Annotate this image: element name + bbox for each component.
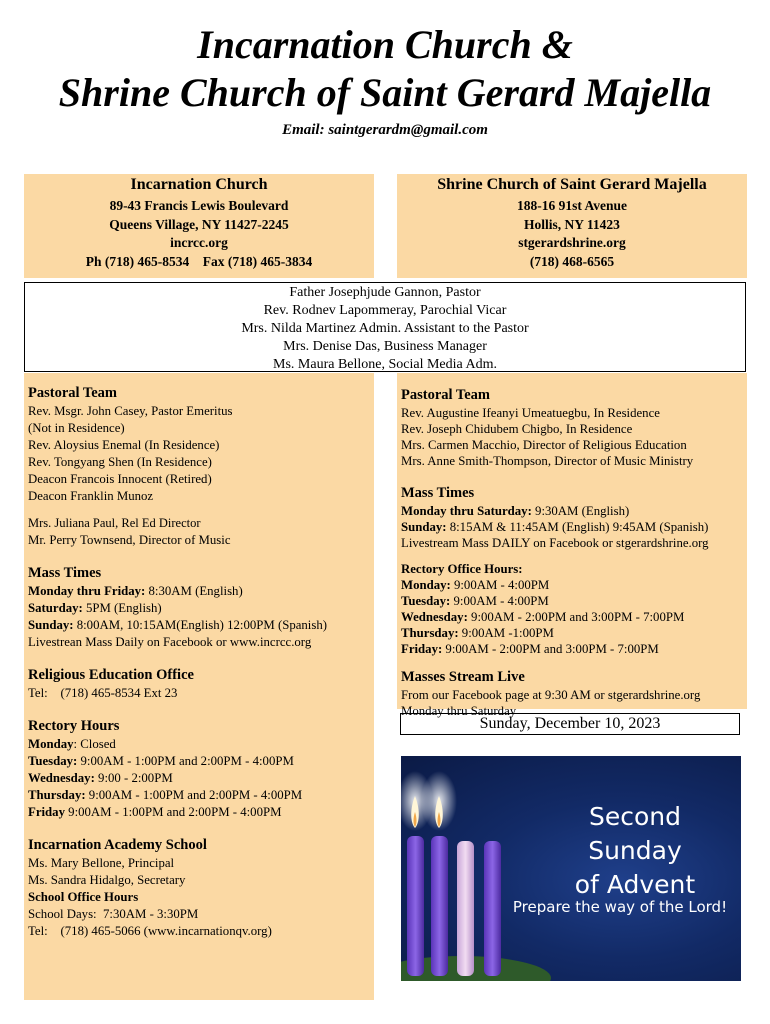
shrine-address1: 188-16 91st Avenue (517, 198, 627, 213)
shrine-website[interactable]: stgerardshrine.org (518, 235, 626, 250)
pastoral-item: Mrs. Carmen Macchio, Director of Religious Education (401, 438, 687, 452)
incarnation-address2: Queens Village, NY 11427-2245 (109, 216, 289, 232)
right-rectory-heading: Rectory Office Hours: (401, 562, 523, 576)
rectory-row (28, 753, 370, 770)
shrine-column (397, 373, 747, 718)
left-rectory-heading: Rectory Hours (28, 718, 120, 734)
academy-item: Ms. Sandra Hidalgo, Secretary (28, 873, 186, 887)
rectory-row (28, 804, 370, 821)
mass-text: 5PM (English) (82, 601, 162, 615)
rectory-hours: 9:00AM - 2:00PM and 3:00PM - 7:00PM (467, 610, 685, 624)
rectory-row (28, 787, 370, 804)
date-box: Sunday, December 10, 2023 (400, 713, 740, 735)
incarnation-website[interactable]: incrcc.org (170, 235, 228, 250)
left-pastoral-heading: Pastoral Team (28, 385, 118, 401)
left-mass-heading: Mass Times (28, 565, 102, 581)
rectory-hours: 9:00AM - 4:00PM (450, 594, 549, 608)
incarnation-name: Incarnation Church (130, 176, 268, 193)
mass-text: Livestream Mass DAILY on Facebook or stgerardshrine.org (401, 536, 709, 550)
mass-text: 8:15AM & 11:45AM (English) 9:45AM (Spanish) (446, 520, 709, 534)
incarnation-address1: 89-43 Francis Lewis Boulevard (109, 198, 289, 213)
pastoral-item: (Not in Residence) (28, 421, 125, 435)
rectory-row (28, 770, 370, 787)
mass-row (401, 535, 743, 551)
stream-item: From our Facebook page at 9:30 AM or stgerardshrine.org (401, 688, 701, 702)
rose-candle (457, 841, 474, 976)
pastoral-item: Mrs. Anne Smith-Thompson, Director of Music Ministry (401, 454, 694, 468)
incarnation-info-box (24, 174, 374, 278)
rectory-row (401, 609, 743, 625)
right-mass-heading: Mass Times (401, 485, 475, 501)
mass-row (401, 519, 743, 535)
rectory-day: Monday: (401, 578, 451, 592)
page-title-line2: Shrine Church of Saint Gerard Majella (58, 70, 712, 115)
rectory-row (401, 641, 743, 657)
rectory-day: Friday (28, 805, 65, 819)
staff-line: Father Josephjude Gannon, Pastor (289, 285, 481, 300)
shrine-info-box (397, 174, 747, 278)
rectory-hours: 9:00AM - 2:00PM and 3:00PM - 7:00PM (442, 642, 659, 656)
mass-label: Saturday: (28, 601, 83, 615)
rectory-day: Tuesday: (401, 594, 451, 608)
rectory-hours: 9:00AM - 1:00PM and 2:00PM - 4:00PM (77, 754, 294, 768)
mass-row (401, 503, 743, 519)
pastoral-item: Rev. Augustine Ifeanyi Umeatuegbu, In Residence (401, 406, 660, 420)
rectory-row (401, 593, 743, 609)
school-hours-heading: School Office Hours (28, 890, 139, 904)
rectory-hours: 9:00AM -1:00PM (458, 626, 554, 640)
rectory-day: Thursday: (401, 626, 459, 640)
purple-candle (484, 841, 501, 976)
pastoral-item: Rev. Msgr. John Casey, Pastor Emeritus (28, 404, 233, 418)
stream-heading: Masses Stream Live (401, 669, 525, 685)
mass-row (28, 583, 370, 600)
pastoral-item: Deacon Franklin Munoz (28, 489, 154, 503)
religious-education-tel: Tel: (718) 465-8534 Ext 23 (28, 686, 178, 700)
purple-candle (431, 836, 448, 976)
religious-education-heading: Religious Education Office (28, 667, 194, 683)
incarnation-column (24, 373, 374, 1000)
mass-label: Sunday: (401, 520, 447, 534)
rectory-day: Monday (28, 737, 74, 751)
mass-row (28, 634, 370, 651)
staff-line: Rev. Rodnev Lapommeray, Parochial Vicar (263, 303, 507, 318)
rectory-hours: 9:00 - 2:00PM (94, 771, 173, 785)
advent-title-line1: Second Sunday (588, 802, 682, 865)
school-days: School Days: 7:30AM - 3:30PM (28, 907, 199, 921)
pastoral-item: Rev. Tongyang Shen (In Residence) (28, 455, 212, 469)
shrine-name: Shrine Church of Saint Gerard Majella (437, 176, 707, 193)
stream-item: Monday thru Saturday (401, 704, 517, 718)
incarnation-phone-fax: Ph (718) 465-8534 Fax (718) 465-3834 (85, 253, 313, 269)
rectory-day: Thursday: (28, 788, 86, 802)
mass-label: Monday thru Friday: (28, 584, 146, 598)
rectory-hours: 9:00AM - 1:00PM and 2:00PM - 4:00PM (85, 788, 303, 802)
rectory-hours: 9:00AM - 1:00PM and 2:00PM - 4:00PM (64, 805, 282, 819)
page-title-line1: Incarnation Church & (197, 22, 573, 67)
staff-line: Ms. Maura Bellone, Social Media Adm. (273, 357, 497, 372)
mass-text: 8:30AM (English) (145, 584, 243, 598)
rectory-row (28, 736, 370, 753)
right-pastoral-heading: Pastoral Team (401, 387, 491, 403)
rectory-day: Tuesday: (28, 754, 78, 768)
rectory-hours: : Closed (73, 737, 116, 751)
advent-title (540, 800, 730, 902)
mass-text: 9:30AM (English) (531, 504, 630, 518)
pastoral-item: Mrs. Juliana Paul, Rel Ed Director (28, 516, 201, 530)
mass-row (28, 600, 370, 617)
academy-item: Ms. Mary Bellone, Principal (28, 856, 175, 870)
rectory-day: Wednesday: (28, 771, 95, 785)
shrine-phone: (718) 468-6565 (529, 253, 615, 269)
staff-line: Mrs. Nilda Martinez Admin. Assistant to the Pastor (241, 321, 529, 336)
pastoral-item: Deacon Francois Innocent (Retired) (28, 472, 212, 486)
mass-label: Monday thru Saturday: (401, 504, 532, 518)
purple-candle (407, 836, 424, 976)
mass-row (28, 617, 370, 634)
shrine-address2: Hollis, NY 11423 (524, 216, 620, 232)
rectory-row (401, 625, 743, 641)
staff-box (24, 282, 746, 372)
rectory-hours: 9:00AM - 4:00PM (450, 578, 550, 592)
advent-subtitle: Prepare the way of the Lord! (512, 898, 728, 916)
pastoral-item: Rev. Joseph Chidubem Chigbo, In Residence (401, 422, 633, 436)
mass-text: Livestrean Mass Daily on Facebook or www.incrcc.org (28, 635, 312, 649)
school-tel: Tel: (718) 465-5066 (www.incarnationqv.org) (28, 924, 272, 938)
staff-line: Mrs. Denise Das, Business Manager (283, 339, 487, 354)
pastoral-item: Mr. Perry Townsend, Director of Music (28, 533, 231, 547)
pastoral-item: Rev. Aloysius Enemal (In Residence) (28, 438, 220, 452)
advent-title-line2: of Advent (574, 870, 696, 899)
rectory-day: Wednesday: (401, 610, 468, 624)
email-address[interactable]: Email: saintgerardm@gmail.com (282, 122, 488, 138)
rectory-row (401, 577, 743, 593)
mass-label: Sunday: (28, 618, 74, 632)
mass-text: 8:00AM, 10:15AM(English) 12:00PM (Spanish) (73, 618, 327, 632)
academy-heading: Incarnation Academy School (28, 837, 207, 853)
rectory-day: Friday: (401, 642, 443, 656)
